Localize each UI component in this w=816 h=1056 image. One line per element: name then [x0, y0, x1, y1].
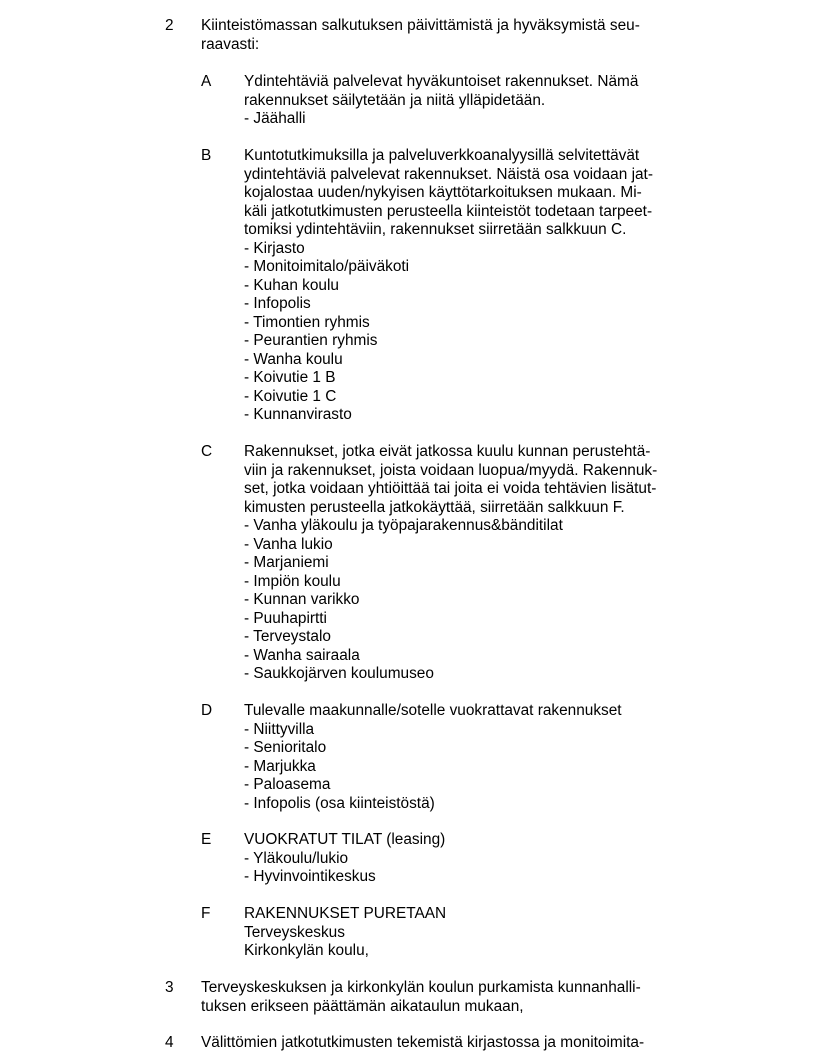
portfolio-text-line: VUOKRATUT TILAT (leasing)	[244, 831, 446, 848]
portfolio-list-item: - Vanha lukio	[244, 535, 333, 553]
portfolio-list-item: - Kunnan varikko	[244, 591, 360, 608]
portfolio-text-line: Tulevalle maakunnalle/sotelle vuokrattavat rakennukset	[244, 702, 622, 719]
portfolio-list-item: - Niittyvilla	[244, 720, 315, 738]
portfolio-list-item: - Peurantien ryhmis	[244, 332, 378, 349]
portfolio-text-line: tomiksi ydintehtäviin, rakennukset siirretään salkkuun C.	[244, 221, 627, 238]
portfolio-list-item: - Koivutie 1 B	[244, 369, 336, 386]
item-number: 2	[165, 17, 174, 34]
portfolio-list-item: - Marjaniemi	[244, 554, 329, 571]
portfolio-list-item: - Jäähalli	[244, 110, 306, 127]
portfolio-list-item: - Infopolis	[244, 295, 311, 312]
portfolio-list-item: - Impiön koulu	[244, 572, 341, 590]
portfolio-text-line: rakennukset säilytetään ja niitä ylläpidetään.	[244, 91, 546, 109]
portfolio-list-item: - Hyvinvointikeskus	[244, 868, 376, 885]
portfolio-list-item: - Infopolis (osa kiinteistöstä)	[244, 794, 435, 812]
portfolio-text-line: Rakennukset, jotka eivät jatkossa kuulu kunnan perustehtä-	[244, 443, 651, 460]
portfolio-list-item: - Terveystalo	[244, 628, 331, 645]
portfolio-text-line: ydintehtäviä palvelevat rakennukset. Näistä osa voidaan jat-	[244, 165, 653, 183]
portfolio-list-item: - Puuhapirtti	[244, 609, 327, 627]
portfolio-letter-e: E	[201, 831, 212, 848]
item-text-line: tuksen erikseen päättämän aikataulun mukaan,	[201, 997, 524, 1015]
portfolio-list-item: - Paloasema	[244, 776, 331, 793]
portfolio-list-item: - Yläkoulu/lukio	[244, 849, 349, 867]
portfolio-letter-b: B	[201, 147, 212, 164]
portfolio-list-item: - Koivutie 1 C	[244, 387, 337, 405]
portfolio-text-line: viin ja rakennukset, joista voidaan luopua/myydä. Rakennuk-	[244, 461, 658, 479]
portfolio-list-item: - Kunnanvirasto	[244, 406, 352, 423]
portfolio-letter-f: F	[201, 905, 211, 922]
item-text-line: Kiinteistömassan salkutuksen päivittämistä ja hyväksymistä seu-	[201, 17, 640, 34]
portfolio-text-line: Ydintehtäviä palvelevat hyväkuntoiset rakennukset. Nämä	[244, 73, 639, 90]
portfolio-list-item: - Saukkojärven koulumuseo	[244, 665, 434, 682]
portfolio-letter-a: A	[201, 73, 212, 90]
item-text-line: raavasti:	[201, 35, 260, 53]
item-number: 3	[165, 979, 174, 996]
portfolio-letter-c: C	[201, 443, 213, 460]
item-number: 4	[165, 1034, 174, 1051]
portfolio-text-line: käli jatkotutkimusten perusteella kiinteistöt todetaan tarpeet-	[244, 202, 653, 220]
portfolio-list-item: - Monitoimitalo/päiväkoti	[244, 258, 410, 275]
portfolio-list-item: - Marjukka	[244, 757, 316, 775]
portfolio-list-item: - Kirjasto	[244, 239, 305, 257]
portfolio-list-item: - Vanha yläkoulu ja työpajarakennus&bänditilat	[244, 517, 563, 534]
portfolio-text-line: RAKENNUKSET PURETAAN	[244, 905, 447, 922]
item-text-line: Välittömien jatkotutkimusten tekemistä kirjastossa ja monitoimita-	[201, 1034, 645, 1051]
portfolio-list-item: - Kuhan koulu	[244, 276, 339, 294]
portfolio-text-line: kojalostaa uuden/nykyisen käyttötarkoituksen mukaan. Mi-	[244, 184, 642, 201]
portfolio-list-item: - Wanha koulu	[244, 350, 343, 368]
item-text-line: Terveyskeskuksen ja kirkonkylän koulun purkamista kunnanhalli-	[201, 979, 641, 996]
portfolio-letter-d: D	[201, 702, 213, 719]
portfolio-list-item: Kirkonkylän koulu,	[244, 942, 369, 959]
portfolio-list-item: - Senioritalo	[244, 739, 327, 756]
portfolio-list-item: - Wanha sairaala	[244, 646, 360, 664]
portfolio-text-line: Kuntotutkimuksilla ja palveluverkkoanalyysillä selvitettävät	[244, 147, 640, 164]
portfolio-text-line: set, jotka voidaan yhtiöittää tai joita ei voida tehtävien lisätut-	[244, 480, 657, 497]
portfolio-text-line: kimusten perusteella jatkokäyttää, siirretään salkkuun F.	[244, 498, 625, 516]
portfolio-list-item: - Timontien ryhmis	[244, 313, 370, 331]
portfolio-list-item: Terveyskeskus	[244, 923, 345, 941]
